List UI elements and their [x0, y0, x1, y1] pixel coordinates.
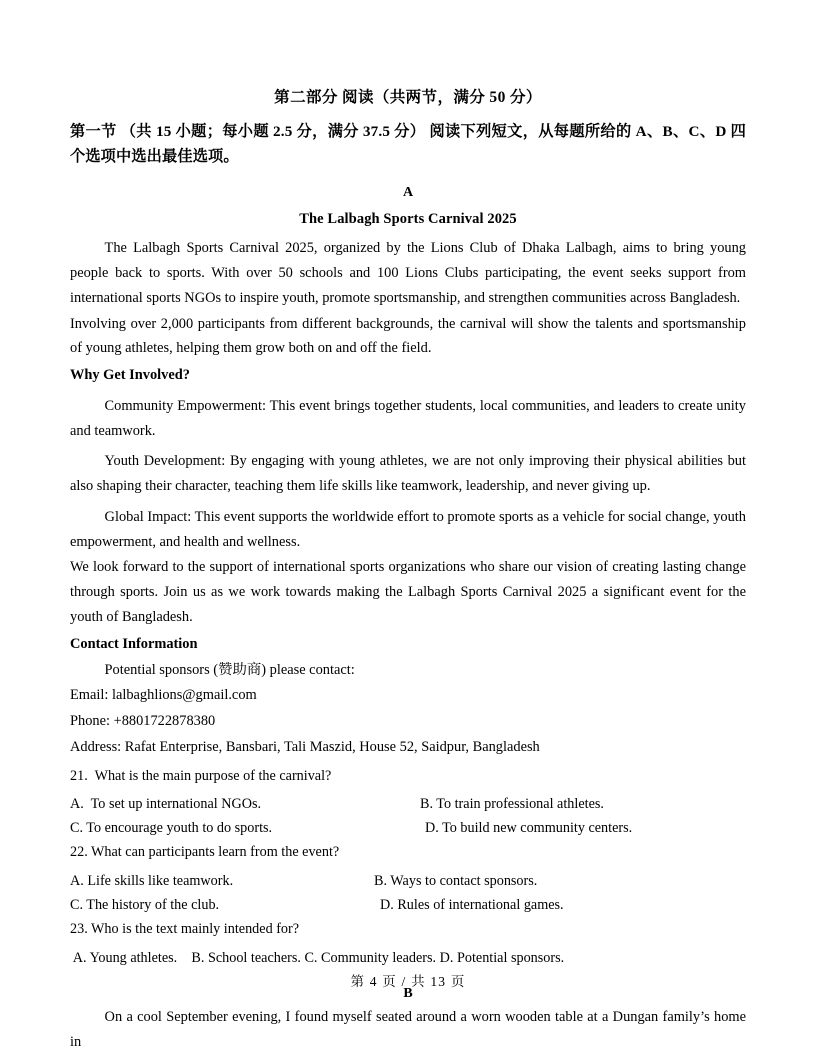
passage-a-closing: We look forward to the support of international sports organizations who share our vision of creating lasting change through sports. Join us as we work towards making the Lalbagh Sports Carnival 2025 a significant event for the youth of Bangladesh.	[70, 559, 746, 625]
question-22-options-row-2	[70, 889, 746, 913]
bullet-global-impact: Global Impact: This event supports the worldwide effort to promote sports as a vehicle for social change, youth empowerment, and health and wellness.	[70, 508, 746, 550]
contact-phone: Phone: +8801722878380	[70, 713, 216, 730]
question-21-option-b[interactable]: B. To train professional athletes.	[420, 796, 604, 813]
passage-a-paragraph-1: The Lalbagh Sports Carnival 2025, organized by the Lions Club of Dhaka Lalbagh, aims to bring young people back to sports. With over 50 schools and 100 Lions Clubs participating, the event seeks support from international sports NGOs to inspire youth, promote sportsmanship, and strengthen communities across Bangladesh.	[70, 240, 746, 306]
passage-b-first-line: On a cool September evening, I found myself seated around a worn wooden table at a Dungan family’s home in	[70, 1009, 746, 1050]
question-22-option-a[interactable]: A. Life skills like teamwork.	[70, 873, 234, 890]
question-21-option-c[interactable]: C. To encourage youth to do sports.	[70, 820, 273, 837]
question-22-options-row-1	[70, 865, 746, 889]
question-22-option-d[interactable]: D. Rules of international games.	[380, 897, 564, 914]
question-21-stem: 21. What is the main purpose of the carnival?	[70, 767, 332, 784]
question-21-option-a[interactable]: A. To set up international NGOs.	[70, 796, 262, 813]
passage-a-title: The Lalbagh Sports Carnival 2025	[299, 210, 517, 227]
question-23-stem: 23. Who is the text mainly intended for?	[70, 921, 300, 938]
passage-b-letter: B	[403, 986, 413, 1001]
question-21-options-row-1	[70, 788, 746, 812]
passage-a-paragraph-2: Involving over 2,000 participants from different backgrounds, the carnival will show the talents and sportsmanship of young athletes, helping them grow both on and off the field.	[70, 315, 746, 357]
page-footer: 第 4 页 / 共 13 页	[350, 974, 466, 989]
question-21-options-row-2	[70, 812, 746, 836]
passage-a-letter: A	[402, 184, 414, 200]
bullet-community-empowerment: Community Empowerment: This event brings together students, local communities, and leaders to create unity and teamwork.	[70, 397, 746, 439]
contact-intro: Potential sponsors (赞助商) please contact:	[104, 661, 355, 678]
heading-why-get-involved: Why Get Involved?	[70, 367, 190, 384]
contact-email: Email: lalbaghlions@gmail.com	[70, 687, 257, 704]
contact-address: Address: Rafat Enterprise, Bansbari, Tali Maszid, House 52, Saidpur, Bangladesh	[70, 738, 540, 755]
question-22-stem: 22. What can participants learn from the event?	[70, 844, 340, 861]
question-22-option-c[interactable]: C. The history of the club.	[70, 897, 220, 914]
bullet-youth-development: Youth Development: By engaging with young athletes, we are not only improving their physical abilities but also shaping their character, teaching them life skills like teamwork, leadership, and never giving up.	[70, 453, 746, 495]
question-22-option-b[interactable]: B. Ways to contact sponsors.	[374, 873, 538, 890]
question-21-option-d[interactable]: D. To build new community centers.	[425, 820, 633, 837]
section-instruction: 第一节 （共 15 小题；每小题 2.5 分，满分 37.5 分） 阅读下列短文，从每题所给的 A、B、C、D 四个选项中选出最佳选项。	[70, 123, 746, 165]
part-title: 第二部分 阅读（共两节，满分 50 分）	[274, 89, 542, 106]
question-23-options[interactable]: A. Young athletes. B. School teachers. C. Community leaders. D. Potential sponsors.	[70, 950, 565, 967]
heading-contact-information: Contact Information	[70, 635, 198, 652]
